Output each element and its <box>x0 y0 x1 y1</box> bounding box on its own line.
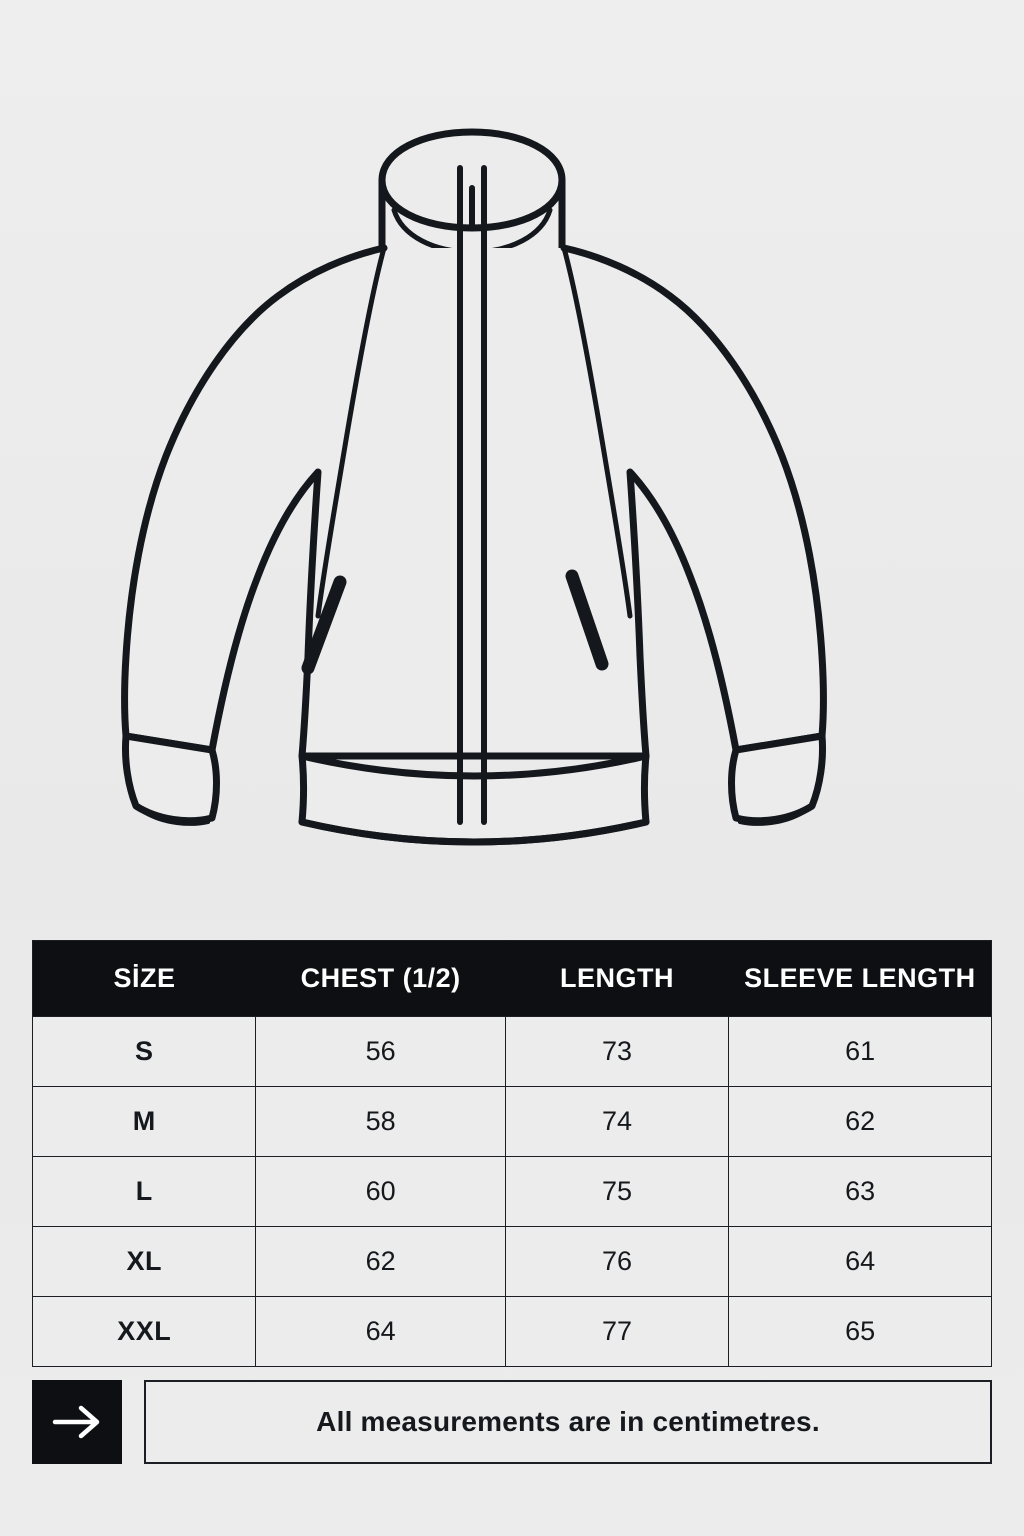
table-header-row <box>33 941 992 1017</box>
column-header-sleeve: SLEEVE LENGTH <box>729 941 992 1017</box>
size-chart-table-container <box>32 940 992 1367</box>
cell-length: 75 <box>505 1157 728 1227</box>
cell-length: 73 <box>505 1017 728 1087</box>
size-chart-table <box>32 940 992 1367</box>
table-header <box>33 941 992 1017</box>
cell-size: S <box>33 1017 256 1087</box>
cell-sleeve: 61 <box>729 1017 992 1087</box>
footer-note <box>32 1380 992 1464</box>
cell-chest: 64 <box>256 1297 505 1367</box>
cell-length: 76 <box>505 1227 728 1297</box>
cell-size: XL <box>33 1227 256 1297</box>
cell-sleeve: 65 <box>729 1297 992 1367</box>
jacket-line-art <box>72 60 952 860</box>
cell-chest: 62 <box>256 1227 505 1297</box>
cell-sleeve: 64 <box>729 1227 992 1297</box>
cell-size: XXL <box>33 1297 256 1367</box>
measurement-note-text: All measurements are in centimetres. <box>316 1406 820 1437</box>
cell-size: L <box>33 1157 256 1227</box>
measurement-note-box <box>144 1380 992 1464</box>
table-row <box>33 1297 992 1367</box>
table-row <box>33 1017 992 1087</box>
cell-sleeve: 62 <box>729 1087 992 1157</box>
cell-length: 77 <box>505 1297 728 1367</box>
column-header-size: SİZE <box>33 941 256 1017</box>
table-row <box>33 1087 992 1157</box>
table-body <box>33 1017 992 1367</box>
table-row <box>33 1157 992 1227</box>
column-header-chest: CHEST (1/2) <box>256 941 505 1017</box>
cell-sleeve: 63 <box>729 1157 992 1227</box>
table-row <box>33 1227 992 1297</box>
arrow-right-icon-box <box>32 1380 122 1464</box>
cell-chest: 60 <box>256 1157 505 1227</box>
column-header-length: LENGTH <box>505 941 728 1017</box>
jacket-illustration <box>0 40 1024 880</box>
arrow-right-icon <box>51 1402 103 1442</box>
cell-length: 74 <box>505 1087 728 1157</box>
cell-size: M <box>33 1087 256 1157</box>
cell-chest: 56 <box>256 1017 505 1087</box>
cell-chest: 58 <box>256 1087 505 1157</box>
